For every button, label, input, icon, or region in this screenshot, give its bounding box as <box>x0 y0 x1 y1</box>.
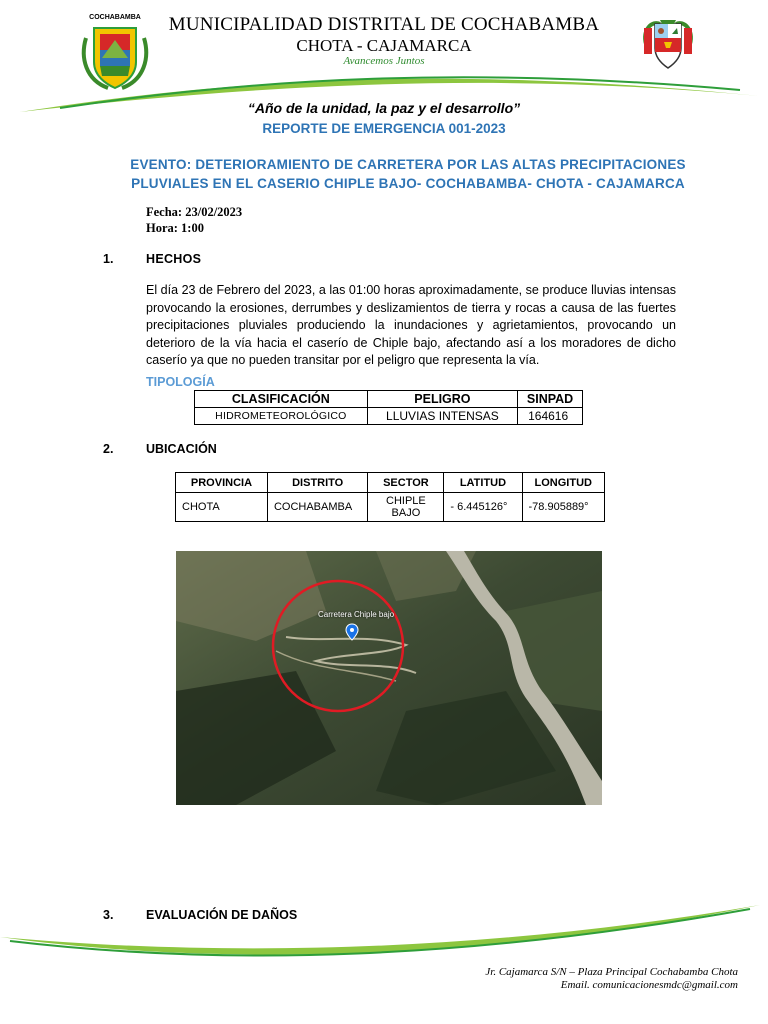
report-title: REPORTE DE EMERGENCIA 001-2023 <box>262 121 506 136</box>
ubicacion-data-row <box>176 493 605 522</box>
report-time: Hora: 1:00 <box>146 221 204 235</box>
tipologia-header-row <box>195 391 583 408</box>
map-place-label: Carretera Chiple bajo <box>318 610 395 619</box>
hechos-paragraph: El día 23 de Febrero del 2023, a las 01:00 horas aproximadamente, se produce lluvias intensas provocando la erosiones, derrumbes y deslizamientos de tierra y rocas a causa de las fuertes precipitaciones pluviales produciendo la inundaciones y agrietamientos, provocando un deterioro de la vía hacia el caserío de Chiple bajo, afectando así a los moradores de dicho caserío ya que no pueden transitar por el peligro que representa la vía. <box>146 283 676 367</box>
ubicacion-cell: - 6.445126° <box>444 493 522 522</box>
ubicacion-header-cell: LATITUD <box>444 473 522 493</box>
section-3-number: 3. <box>103 908 114 922</box>
tipologia-cell: 164616 <box>518 408 583 425</box>
ubicacion-header-cell: PROVINCIA <box>176 473 268 493</box>
tipologia-header-cell: SINPAD <box>518 391 583 408</box>
ubicacion-cell: CHIPLE BAJO <box>368 493 444 522</box>
tipologia-cell: LLUVIAS INTENSAS <box>367 408 517 425</box>
ubicacion-cell: CHOTA <box>176 493 268 522</box>
event-line-1: EVENTO: DETERIORAMIENTO DE CARRETERA POR LAS ALTAS PRECIPITACIONES <box>130 157 686 172</box>
section-3-title: EVALUACIÓN DE DAÑOS <box>146 908 298 922</box>
tipologia-cell: HIDROMETEOROLÓGICO <box>195 408 368 425</box>
ubicacion-header-cell: SECTOR <box>368 473 444 493</box>
ubicacion-header-row <box>176 473 605 493</box>
report-datetime <box>146 204 242 236</box>
motto-text: Avancemos Juntos <box>343 55 425 67</box>
footer-email: Email. comunicacionesmdc@gmail.com <box>560 979 738 991</box>
ubicacion-header-cell: DISTRITO <box>267 473 367 493</box>
section-1-title: HECHOS <box>146 252 202 266</box>
ubicacion-cell: COCHABAMBA <box>267 493 367 522</box>
ubicacion-cell: -78.905889° <box>522 493 604 522</box>
section-2-title: UBICACIÓN <box>146 442 217 456</box>
tipologia-label: TIPOLOGÍA <box>146 375 215 389</box>
event-title <box>70 155 746 193</box>
ubicacion-header-cell: LONGITUD <box>522 473 604 493</box>
satellite-map <box>176 551 602 805</box>
section-2-number: 2. <box>103 442 114 456</box>
footer-swoosh <box>0 895 768 975</box>
logo-text: COCHABAMBA <box>89 14 141 21</box>
footer-address: Jr. Cajamarca S/N – Plaza Principal Cochabamba Chota <box>485 966 738 978</box>
event-line-2: PLUVIALES EN EL CASERIO CHIPLE BAJO- COCHABAMBA- CHOTA - CAJAMARCA <box>131 176 685 191</box>
municipality-title: MUNICIPALIDAD DISTRITAL DE COCHABAMBA <box>168 14 600 35</box>
section-1-number: 1. <box>103 252 114 266</box>
report-date: Fecha: 23/02/2023 <box>146 205 243 219</box>
municipality-subtitle: CHOTA - CAJAMARCA <box>296 36 472 55</box>
year-title: “Año de la unidad, la paz y el desarrollo” <box>247 100 521 116</box>
footer-contact <box>485 966 738 992</box>
tipologia-data-row <box>195 408 583 425</box>
ubicacion-table <box>175 472 605 522</box>
tipologia-header-cell: CLASIFICACIÓN <box>195 391 368 408</box>
tipologia-header-cell: PELIGRO <box>367 391 517 408</box>
tipologia-table <box>194 390 583 425</box>
